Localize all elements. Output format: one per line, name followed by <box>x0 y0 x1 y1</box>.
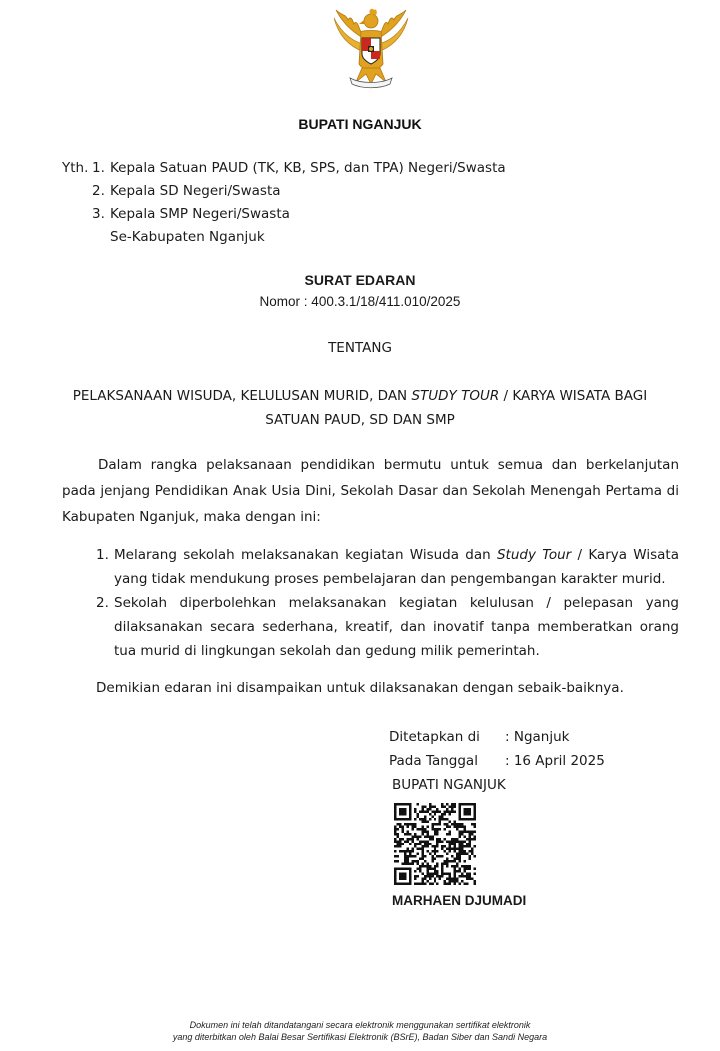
subject-line-2: SATUAN PAUD, SD DAN SMP <box>265 412 455 428</box>
recipient-item <box>62 180 506 203</box>
signer-name: MARHAEN DJUMADI <box>392 893 527 908</box>
subject-text: PELAKSANAAN WISUDA, KELULUSAN MURID, DAN <box>72 388 412 404</box>
list-item <box>96 591 679 663</box>
recipient-list <box>62 157 506 249</box>
date-value: : 16 April 2025 <box>505 753 605 769</box>
letter-subject <box>0 384 720 432</box>
subject-text: / KARYA WISATA BAGI <box>499 388 648 404</box>
signer-office: BUPATI NGANJUK <box>392 777 506 793</box>
header-title: BUPATI NGANJUK <box>298 116 422 132</box>
list-number: 2. <box>96 595 109 611</box>
footer-line: Dokumen ini telah ditandatangani secara elektronik menggunakan sertifikat elektronik <box>189 1020 531 1030</box>
list-text: Sekolah diperbolehkan melaksanakan kegiatan kelulusan / pelepasan yang dilaksanakan secara sederhana, kreatif, dan inovatif tanpa memberatkan orang tua murid di lingkungan sekolah dan gedung milik pemerintah. <box>114 595 679 659</box>
recipient-number: 3. <box>92 206 105 222</box>
list-number: 1. <box>96 547 109 563</box>
letter-about: TENTANG <box>328 340 392 356</box>
date-label: Pada Tanggal <box>389 753 478 769</box>
instruction-list <box>96 543 679 663</box>
qr-code-icon <box>394 803 476 885</box>
footer-line: yang diterbitkan oleh Balai Besar Sertifikasi Elektronik (BSrE), Badan Siber dan Sandi Negara <box>172 1032 548 1042</box>
place-value: : Nganjuk <box>505 729 570 745</box>
letter-number: Nomor : 400.3.1/18/411.010/2025 <box>259 294 461 309</box>
recipient-text: Kepala SD Negeri/Swasta <box>110 183 281 199</box>
garuda-emblem-icon <box>326 4 416 92</box>
closing-paragraph: Demikian edaran ini disampaikan untuk dilaksanakan dengan sebaik-baiknya. <box>96 680 624 696</box>
recipient-number: 1. <box>92 160 105 176</box>
signature-block <box>389 725 605 797</box>
footer-note <box>0 1019 720 1043</box>
letter-type: SURAT EDARAN <box>304 272 416 288</box>
recipient-item <box>62 203 506 226</box>
list-text: Melarang sekolah melaksanakan kegiatan Wisuda dan Study Tour / Karya Wisata yang tidak mendukung proses pembelajaran dan pengembangan karakter murid. <box>114 547 679 587</box>
recipient-text: Kepala SMP Negeri/Swasta <box>110 206 290 222</box>
intro-paragraph: Dalam rangka pelaksanaan pendidikan bermutu untuk semua dan berkelanjutan pada jenjang Pendidikan Anak Usia Dini, Sekolah Dasar dan Sekolah Menengah Pertama di Kabupaten Nganjuk, maka dengan ini: <box>62 457 679 525</box>
recipient-item <box>62 157 506 180</box>
place-label: Ditetapkan di <box>389 729 480 745</box>
recipient-region: Se-Kabupaten Nganjuk <box>110 229 265 245</box>
recipient-number: 2. <box>92 183 105 199</box>
subject-italic: STUDY TOUR <box>411 388 500 404</box>
recipient-text: Kepala Satuan PAUD (TK, KB, SPS, dan TPA) Negeri/Swasta <box>110 160 506 176</box>
salutation: Yth. <box>62 160 89 176</box>
list-item <box>96 543 679 591</box>
